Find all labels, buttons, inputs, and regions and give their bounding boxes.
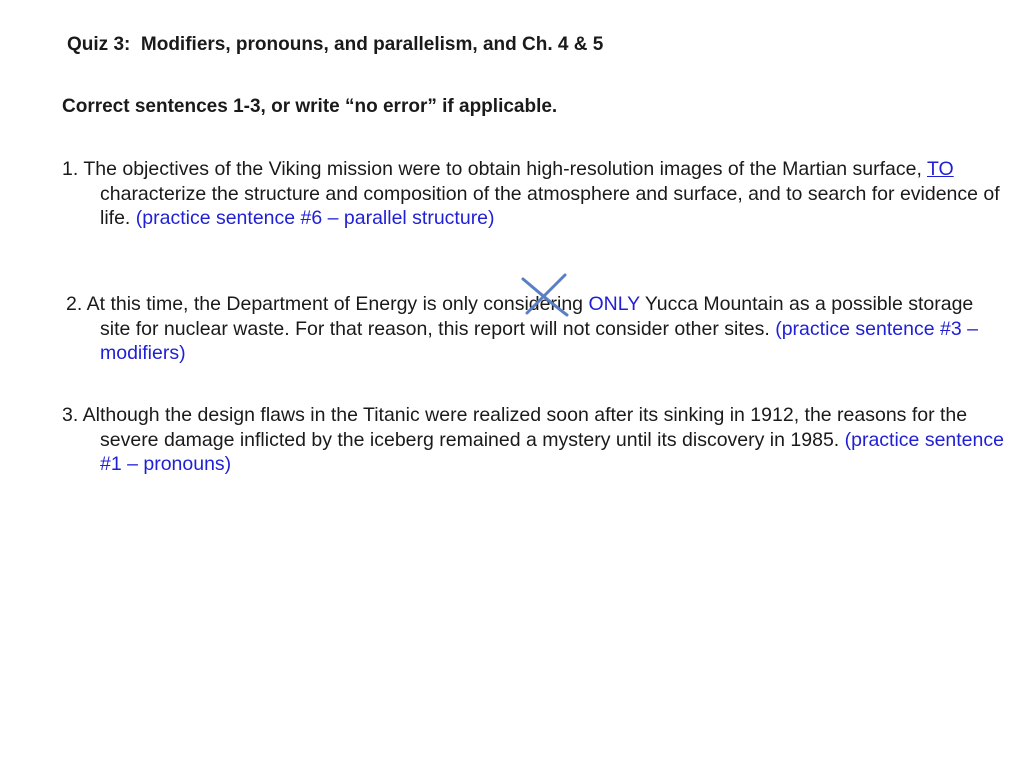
- sentence-2-text-rest: Yucca Mountain as a possible storage site for nuclear waste. For that reason, this report will not consider other sites.: [100, 293, 974, 340]
- sentence-3: [62, 403, 1005, 477]
- sentence-2-text: 2. At this time, the Department of Energy is only considering: [66, 293, 589, 315]
- instructions: Correct sentences 1-3, or write “no error” if applicable.: [62, 96, 558, 117]
- sentence-1-correction: TO: [926, 158, 954, 180]
- quiz-title: Quiz 3: Modifiers, pronouns, and parallelism, and Ch. 4 & 5: [67, 34, 604, 55]
- sentence-1-note: (practice sentence #6 – parallel structure): [135, 207, 495, 229]
- sentence-1-text-rest: characterize the structure and composition of the atmosphere and surface, and to search for evidence of life.: [100, 182, 1000, 229]
- sentence-1-text: 1. The objectives of the Viking mission were to obtain high-resolution images of the Martian surface,: [62, 158, 927, 180]
- sentence-1: [62, 157, 1005, 231]
- sentence-3-text: 3. Although the design flaws in the Titanic were realized soon after its sinking in 1912, the reasons for the severe damage inflicted by the iceberg remained a mystery until its discovery in 1985.: [62, 404, 968, 451]
- sentence-2-note: (practice sentence #3 – modifiers): [100, 317, 978, 364]
- sentence-2-correction: ONLY: [588, 293, 640, 315]
- sentence-3-note: (practice sentence #1 – pronouns): [100, 428, 1004, 475]
- cross-out-x-icon: [519, 271, 571, 319]
